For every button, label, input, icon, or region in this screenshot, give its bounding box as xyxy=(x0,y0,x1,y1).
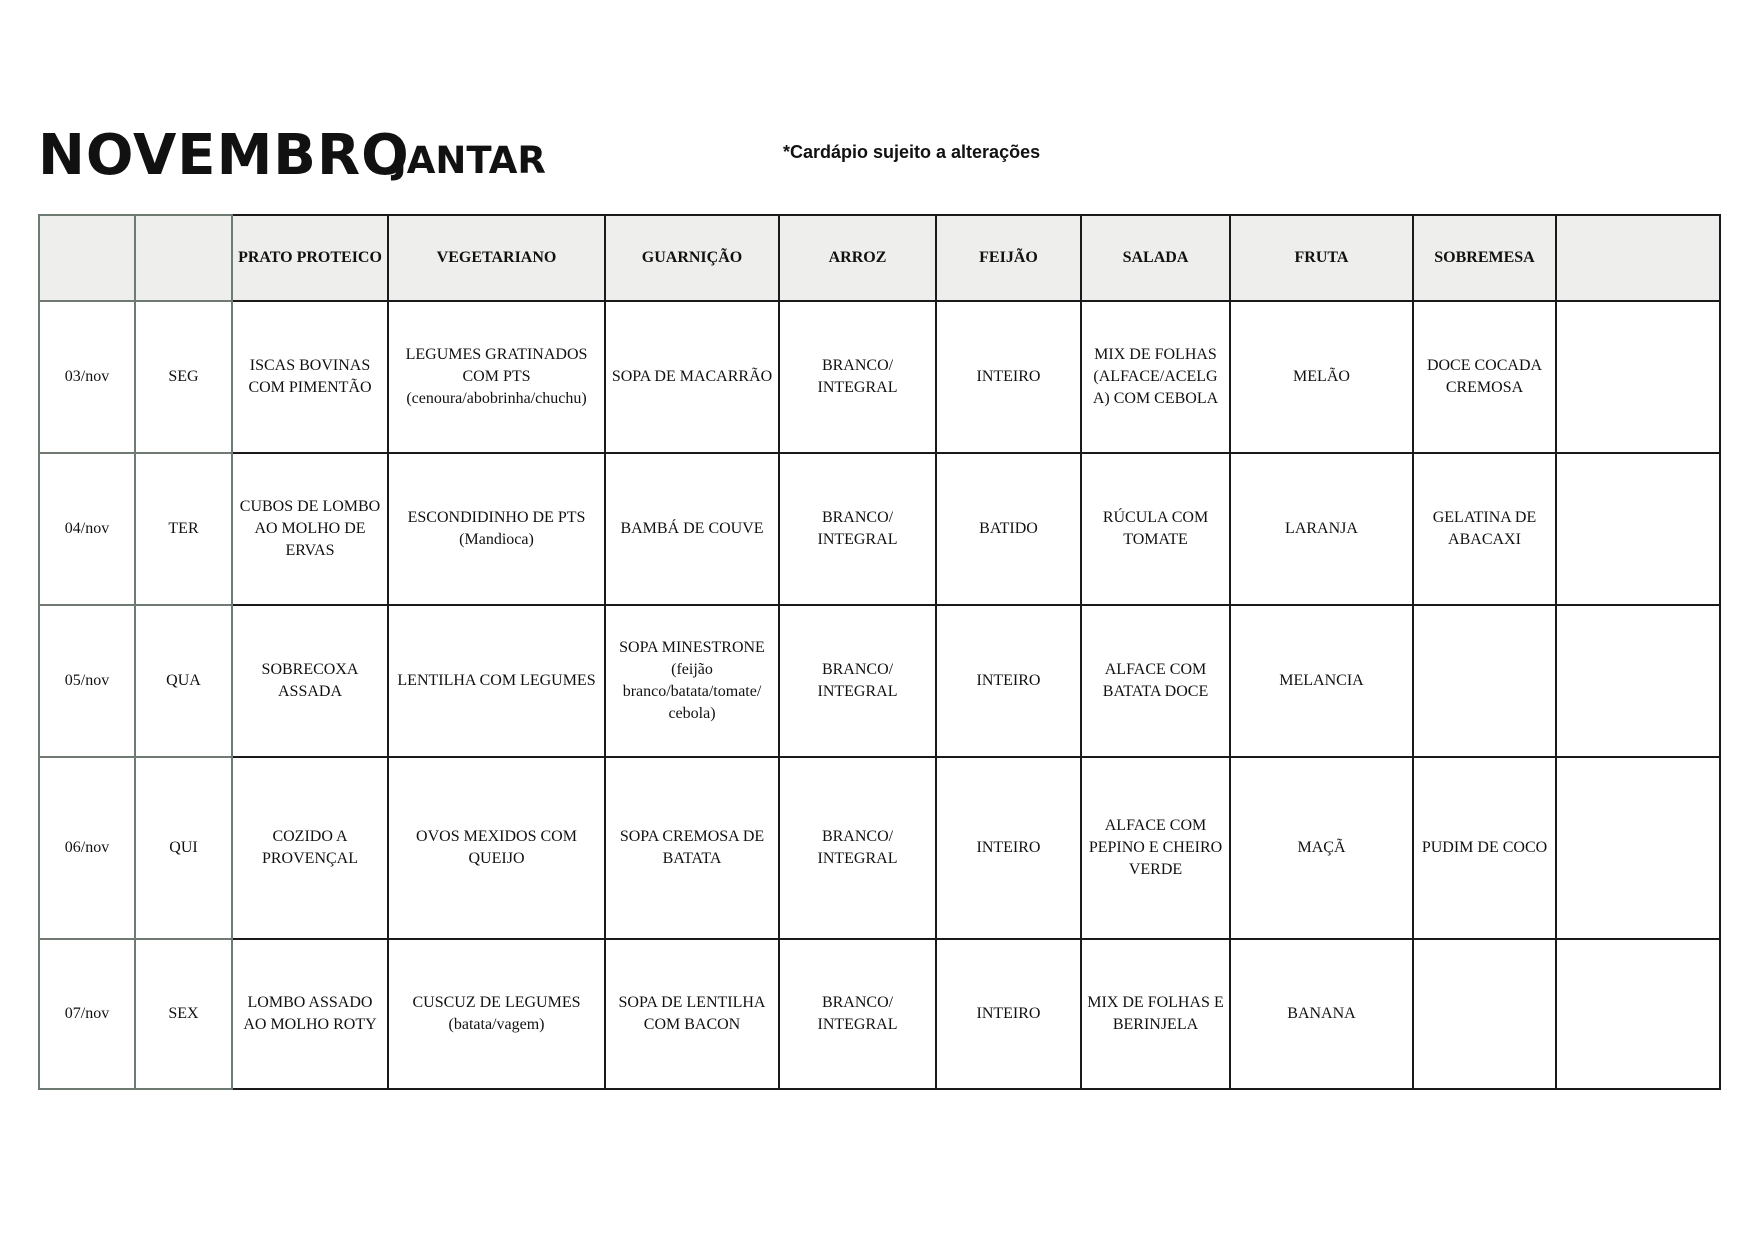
cell-extra xyxy=(1556,453,1720,605)
cell-sobremesa: GELATINA DE ABACAXI xyxy=(1413,453,1556,605)
header-vegetariano: VEGETARIANO xyxy=(388,215,605,301)
cell-vegetariano xyxy=(388,605,605,757)
cell-day: QUI xyxy=(135,757,232,939)
table-row xyxy=(39,939,1720,1089)
guarnicao-main: SOPA DE MACARRÃO xyxy=(611,368,773,385)
vegetariano-main: OVOS MEXIDOS COM QUEIJO xyxy=(416,828,577,867)
cell-vegetariano xyxy=(388,939,605,1089)
cell-salada: ALFACE COM BATATA DOCE xyxy=(1081,605,1230,757)
guarnicao-main: SOPA DE LENTILHA COM BACON xyxy=(618,994,766,1033)
vegetariano-detail: (Mandioca) xyxy=(459,531,534,548)
table-row xyxy=(39,453,1720,605)
header-arroz: ARROZ xyxy=(779,215,936,301)
cell-salada: MIX DE FOLHAS E BERINJELA xyxy=(1081,939,1230,1089)
cell-vegetariano xyxy=(388,757,605,939)
cell-fruta: LARANJA xyxy=(1230,453,1413,605)
cell-date: 04/nov xyxy=(39,453,135,605)
cell-salada: RÚCULA COM TOMATE xyxy=(1081,453,1230,605)
header-feijao: FEIJÃO xyxy=(936,215,1081,301)
guarnicao-main: SOPA CREMOSA DE BATATA xyxy=(619,828,765,867)
cell-sobremesa: PUDIM DE COCO xyxy=(1413,757,1556,939)
cell-date: 07/nov xyxy=(39,939,135,1089)
table-row xyxy=(39,301,1720,453)
cell-sobremesa: DOCE COCADA CREMOSA xyxy=(1413,301,1556,453)
header-date xyxy=(39,215,135,301)
cell-day: QUA xyxy=(135,605,232,757)
table-row xyxy=(39,757,1720,939)
cell-vegetariano xyxy=(388,453,605,605)
cell-extra xyxy=(1556,301,1720,453)
cell-fruta: BANANA xyxy=(1230,939,1413,1089)
cell-sobremesa xyxy=(1413,605,1556,757)
cell-day: SEX xyxy=(135,939,232,1089)
cell-vegetariano xyxy=(388,301,605,453)
header-fruta: FRUTA xyxy=(1230,215,1413,301)
cell-feijao: BATIDO xyxy=(936,453,1081,605)
vegetariano-main: LEGUMES GRATINADOS COM PTS xyxy=(405,346,588,385)
guarnicao-detail: (feijão branco/batata/tomate/ cebola) xyxy=(622,661,762,722)
guarnicao-main: SOPA MINESTRONE xyxy=(619,639,765,656)
vegetariano-main: CUSCUZ DE LEGUMES xyxy=(412,994,581,1011)
cell-salada: MIX DE FOLHAS (ALFACE/ACELG A) COM CEBOLA xyxy=(1081,301,1230,453)
cell-arroz: BRANCO/ INTEGRAL xyxy=(779,453,936,605)
header-salada: SALADA xyxy=(1081,215,1230,301)
cell-guarnicao xyxy=(605,301,779,453)
cell-feijao: INTEIRO xyxy=(936,939,1081,1089)
vegetariano-main: ESCONDIDINHO DE PTS xyxy=(407,509,586,526)
header-guarnicao: GUARNIÇÃO xyxy=(605,215,779,301)
cell-extra xyxy=(1556,939,1720,1089)
cell-arroz: BRANCO/ INTEGRAL xyxy=(779,301,936,453)
cell-day: SEG xyxy=(135,301,232,453)
cell-feijao: INTEIRO xyxy=(936,757,1081,939)
menu-note: *Cardápio sujeito a alterações xyxy=(783,142,1041,162)
cell-feijao: INTEIRO xyxy=(936,301,1081,453)
cell-fruta: MELÃO xyxy=(1230,301,1413,453)
cell-prato: ISCAS BOVINAS COM PIMENTÃO xyxy=(232,301,388,453)
page-title-meal: JANTAR xyxy=(393,139,546,182)
cell-fruta: MAÇÃ xyxy=(1230,757,1413,939)
cell-arroz: BRANCO/ INTEGRAL xyxy=(779,757,936,939)
cell-feijao: INTEIRO xyxy=(936,605,1081,757)
cell-date: 06/nov xyxy=(39,757,135,939)
table-row xyxy=(39,605,1720,757)
cell-sobremesa xyxy=(1413,939,1556,1089)
cell-day: TER xyxy=(135,453,232,605)
header-sobremesa: SOBREMESA xyxy=(1413,215,1556,301)
vegetariano-detail: (cenoura/abobrinha/chuchu) xyxy=(406,390,587,407)
vegetariano-main: LENTILHA COM LEGUMES xyxy=(397,672,596,689)
cell-arroz: BRANCO/ INTEGRAL xyxy=(779,605,936,757)
cell-guarnicao xyxy=(605,939,779,1089)
page-title-month: NOVEMBRO xyxy=(38,123,410,188)
cell-prato: SOBRECOXA ASSADA xyxy=(232,605,388,757)
cell-prato: COZIDO A PROVENÇAL xyxy=(232,757,388,939)
cell-extra xyxy=(1556,757,1720,939)
cell-guarnicao xyxy=(605,757,779,939)
cell-salada: ALFACE COM PEPINO E CHEIRO VERDE xyxy=(1081,757,1230,939)
vegetariano-detail: (batata/vagem) xyxy=(448,1016,545,1033)
cell-guarnicao xyxy=(605,605,779,757)
table-header-row xyxy=(39,215,1720,301)
cell-prato: LOMBO ASSADO AO MOLHO ROTY xyxy=(232,939,388,1089)
cell-fruta: MELANCIA xyxy=(1230,605,1413,757)
guarnicao-main: BAMBÁ DE COUVE xyxy=(620,520,764,537)
cell-date: 03/nov xyxy=(39,301,135,453)
header-extra xyxy=(1556,215,1720,301)
header-prato-proteico: PRATO PROTEICO xyxy=(232,215,388,301)
cell-date: 05/nov xyxy=(39,605,135,757)
menu-table xyxy=(38,214,1721,1090)
cell-extra xyxy=(1556,605,1720,757)
header-day xyxy=(135,215,232,301)
cell-arroz: BRANCO/ INTEGRAL xyxy=(779,939,936,1089)
cell-prato: CUBOS DE LOMBO AO MOLHO DE ERVAS xyxy=(232,453,388,605)
cell-guarnicao xyxy=(605,453,779,605)
